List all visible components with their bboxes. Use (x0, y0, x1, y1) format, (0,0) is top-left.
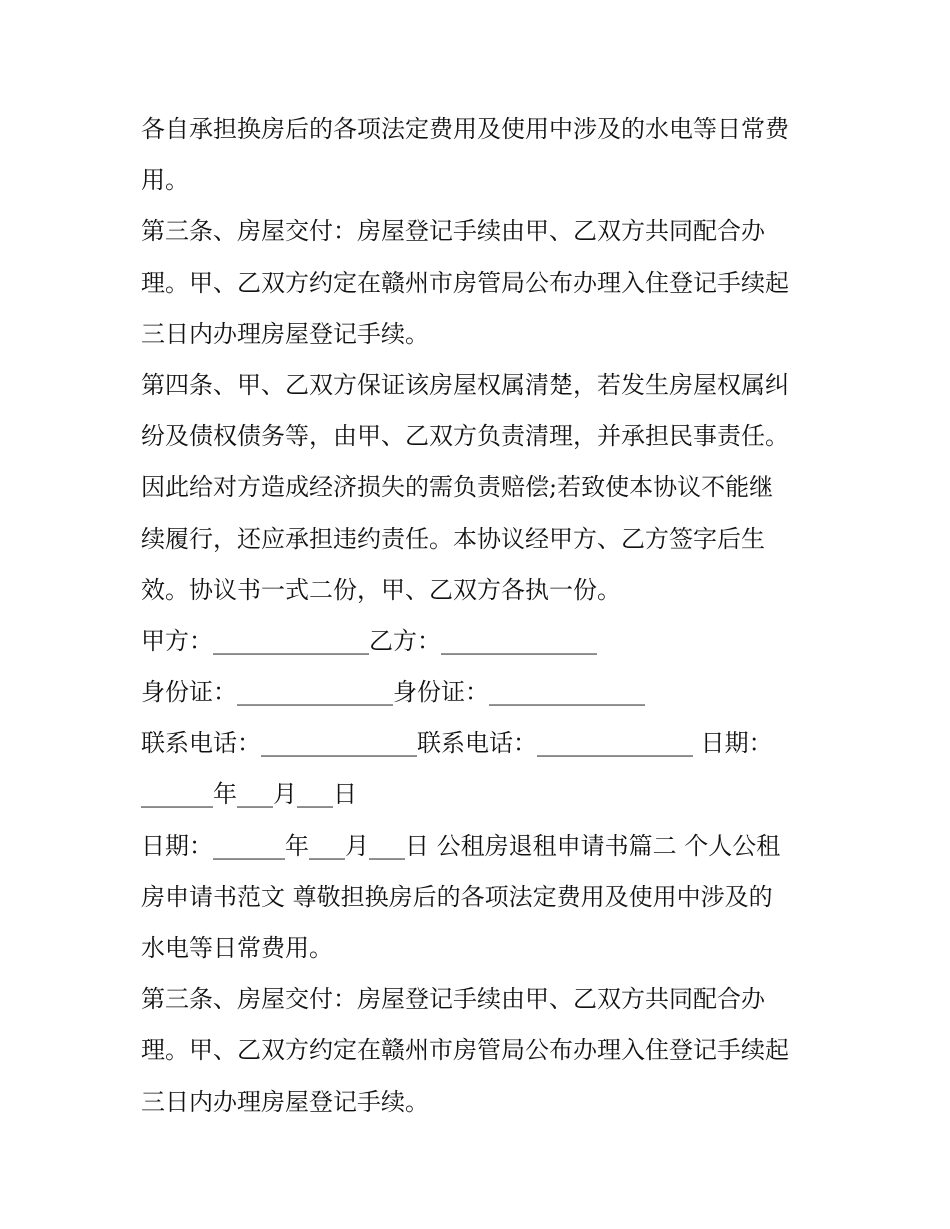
text-line-17: 水电等日常费用。 (141, 934, 333, 962)
text-line-20: 三日内办理房屋登记手续。 (141, 1087, 429, 1116)
text-line-7: 纷及债权债务等，由甲、乙双方负责清理，并承担民事责任。 (141, 422, 789, 451)
signature-line-id-numbers: 身份证：_____________身份证：_____________ (141, 678, 645, 707)
text-line-2: 用。 (141, 166, 189, 195)
text-line-3: 第三条、房屋交付：房屋登记手续由甲、乙双方共同配合办 (141, 217, 765, 246)
text-line-9: 续履行，还应承担违约责任。本协议经甲方、乙方签字后生 (141, 524, 765, 553)
text-line-16: 房申请书范文 尊敬担换房后的各项法定费用及使用中涉及的 (141, 882, 773, 911)
text-line-6: 第四条、甲、乙双方保证该房屋权属清楚，若发生房屋权属纠 (141, 370, 789, 399)
text-line-10: 效。协议书一式二份，甲、乙双方各执一份。 (141, 575, 621, 604)
signature-line-party-names: 甲方：_____________乙方：_____________ (141, 626, 597, 655)
document-body (141, 104, 821, 1128)
signature-line-date-blank: ______年___月___日 (141, 780, 357, 809)
text-line-5: 三日内办理房屋登记手续。 (141, 319, 429, 348)
text-line-4: 理。甲、乙双方约定在赣州市房管局公布办理入住登记手续起 (141, 268, 789, 297)
text-line-8: 因此给对方造成经济损失的需负责赔偿;若致使本协议不能继 (141, 473, 774, 502)
text-line-15: 日期：______年___月___日 公租房退租申请书篇二 个人公租 (141, 831, 781, 860)
text-line-1: 各自承担换房后的各项法定费用及使用中涉及的水电等日常费 (141, 115, 789, 143)
text-line-18: 第三条、房屋交付：房屋登记手续由甲、乙双方共同配合办 (141, 985, 765, 1014)
text-line-19: 理。甲、乙双方约定在赣州市房管局公布办理入住登记手续起 (141, 1036, 789, 1065)
signature-line-phone-date: 联系电话：_____________联系电话：_____________ 日期： (141, 729, 773, 758)
